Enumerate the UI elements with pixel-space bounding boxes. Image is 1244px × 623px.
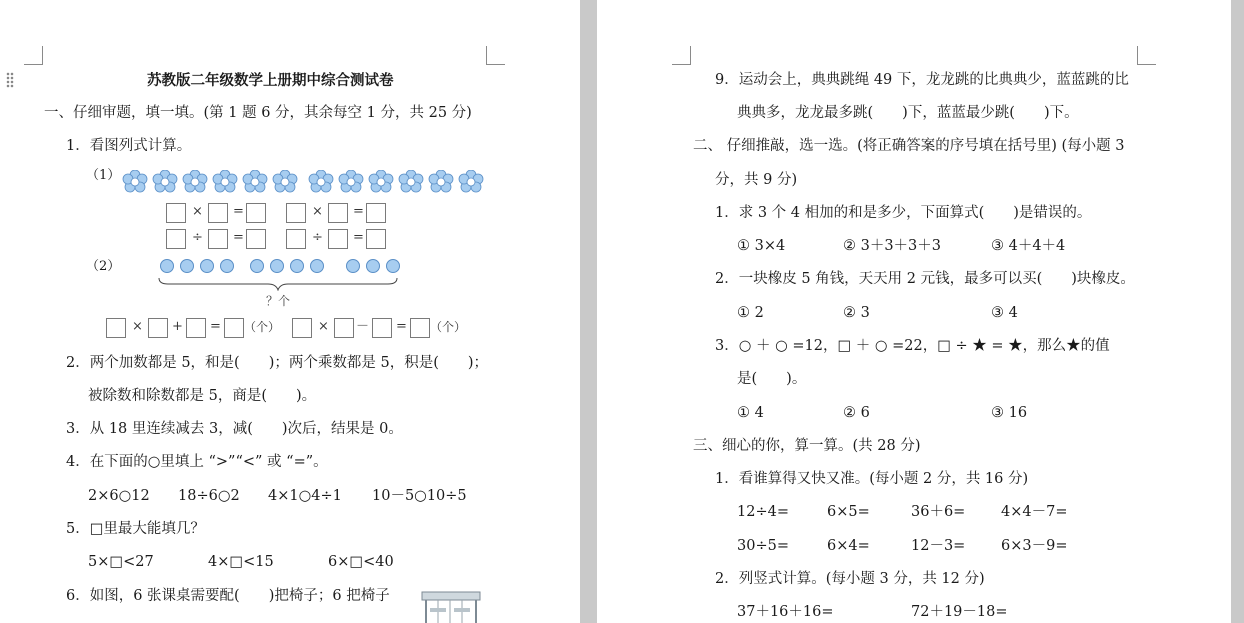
q1-part1-label: （1） bbox=[86, 168, 121, 183]
q1-part2-label: （2） bbox=[86, 259, 121, 274]
q5-item: 4×□<15 bbox=[208, 554, 274, 570]
margin-corner-tr bbox=[486, 46, 505, 65]
equals-sign: = bbox=[353, 230, 364, 245]
circle-dot-icon bbox=[346, 259, 360, 273]
answer-box[interactable] bbox=[372, 318, 392, 338]
answer-box[interactable] bbox=[186, 318, 206, 338]
s2q3-option: ② 6 bbox=[843, 405, 870, 421]
flower-icon bbox=[122, 170, 148, 194]
answer-box[interactable] bbox=[166, 229, 186, 249]
flower-icon bbox=[212, 170, 238, 194]
s2-question-3-line2: 是( )。 bbox=[737, 371, 807, 387]
question-2-line2: 被除数和除数都是 5，商是( )。 bbox=[88, 388, 317, 404]
question-6: 6．如图，6 张课桌需要配( )把椅子；6 把椅子 bbox=[66, 588, 390, 604]
desk-chair-image bbox=[420, 586, 484, 623]
answer-box[interactable] bbox=[292, 318, 312, 338]
section-3-heading: 三、细心的你，算一算。(共 28 分) bbox=[693, 438, 921, 454]
times-sign: × bbox=[318, 319, 329, 334]
s3q1-item: 6×4= bbox=[827, 538, 870, 554]
times-sign: × bbox=[192, 204, 203, 219]
curly-brace-icon bbox=[158, 277, 398, 291]
flower-icon bbox=[398, 170, 424, 194]
section-2-heading-line2: 分，共 9 分) bbox=[715, 172, 798, 188]
s3q1-item: 6×5= bbox=[827, 504, 870, 520]
s3q1-item: 6×3－9= bbox=[1001, 538, 1068, 554]
margin-corner-tl bbox=[672, 46, 691, 65]
circle-dot-icon bbox=[220, 259, 234, 273]
circle-dot-icon bbox=[180, 259, 194, 273]
divide-sign: ÷ bbox=[312, 230, 323, 245]
flower-icon bbox=[152, 170, 178, 194]
equals-sign: = bbox=[233, 230, 244, 245]
equals-sign: = bbox=[396, 319, 407, 334]
s2q1-option: ① 3×4 bbox=[737, 238, 786, 254]
flower-icon bbox=[272, 170, 298, 194]
s2q1-option: ② 3＋3＋3＋3 bbox=[843, 238, 942, 254]
answer-box[interactable] bbox=[334, 318, 354, 338]
divide-sign: ÷ bbox=[192, 230, 203, 245]
q4-item: 18÷6○2 bbox=[178, 488, 240, 504]
flower-icon bbox=[368, 170, 394, 194]
circle-dot-icon bbox=[366, 259, 380, 273]
answer-box[interactable] bbox=[246, 229, 266, 249]
section-2-heading-line1: 二、 仔细推敲，选一选。(将正确答案的序号填在括号里) (每小题 3 bbox=[693, 138, 1125, 154]
margin-corner-tl bbox=[24, 46, 43, 65]
s2q1-option: ③ 4＋4＋4 bbox=[991, 238, 1066, 254]
s3q1-item: 12÷4= bbox=[737, 504, 789, 520]
answer-box[interactable] bbox=[286, 203, 306, 223]
question-3: 3．从 18 里连续减去 3，减( )次后，结果是 0。 bbox=[66, 421, 403, 437]
s3q2-item: 72＋19－18= bbox=[911, 604, 1008, 620]
s2q2-option: ③ 4 bbox=[991, 305, 1018, 321]
s3q1-item: 12－3= bbox=[911, 538, 966, 554]
s2-question-2: 2．一块橡皮 5 角钱，天天用 2 元钱，最多可以买( )块橡皮。 bbox=[715, 271, 1135, 287]
drag-handle-icon[interactable] bbox=[6, 72, 14, 88]
answer-box[interactable] bbox=[106, 318, 126, 338]
q5-item: 6×□<40 bbox=[328, 554, 394, 570]
margin-corner-tr bbox=[1137, 46, 1156, 65]
answer-box[interactable] bbox=[366, 229, 386, 249]
times-sign: × bbox=[132, 319, 143, 334]
answer-box[interactable] bbox=[328, 203, 348, 223]
answer-box[interactable] bbox=[166, 203, 186, 223]
flower-icon bbox=[428, 170, 454, 194]
circle-dot-icon bbox=[386, 259, 400, 273]
question-5: 5．□里最大能填几？ bbox=[66, 521, 205, 537]
unit-label: （个） bbox=[244, 320, 281, 334]
answer-box[interactable] bbox=[148, 318, 168, 338]
right-page bbox=[597, 0, 1231, 623]
s3-question-2: 2．列竖式计算。(每小题 3 分，共 12 分) bbox=[715, 571, 985, 587]
minus-sign: － bbox=[356, 319, 370, 334]
s2-question-3-line1: 3．○ ＋ ○ =12，□ ＋ ○ =22，□ ÷ ★ = ★，那么★的值 bbox=[715, 338, 1110, 354]
answer-box[interactable] bbox=[224, 318, 244, 338]
circle-dot-icon bbox=[270, 259, 284, 273]
equals-sign: = bbox=[353, 204, 364, 219]
flower-icon bbox=[308, 170, 334, 194]
flower-icon bbox=[242, 170, 268, 194]
s3q1-item: 4×4－7= bbox=[1001, 504, 1068, 520]
s2q2-option: ① 2 bbox=[737, 305, 764, 321]
unit-label: （个） bbox=[430, 320, 467, 334]
s3-question-1: 1．看谁算得又快又准。(每小题 2 分，共 16 分) bbox=[715, 471, 1029, 487]
q5-item: 5×□<27 bbox=[88, 554, 154, 570]
answer-box[interactable] bbox=[366, 203, 386, 223]
question-9-line1: 9．运动会上，典典跳绳 49 下，龙龙跳的比典典少，蓝蓝跳的比 bbox=[715, 72, 1129, 88]
question-4: 4．在下面的○里填上 “>”“<” 或 “=”。 bbox=[66, 454, 328, 470]
answer-box[interactable] bbox=[208, 203, 228, 223]
equals-sign: = bbox=[233, 204, 244, 219]
left-page bbox=[0, 0, 580, 623]
plus-sign: + bbox=[172, 319, 183, 334]
answer-box[interactable] bbox=[286, 229, 306, 249]
question-1: 1．看图列式计算。 bbox=[66, 138, 192, 154]
equals-sign: = bbox=[210, 319, 221, 334]
s2q3-option: ① 4 bbox=[737, 405, 764, 421]
flower-icon bbox=[338, 170, 364, 194]
circle-dot-icon bbox=[250, 259, 264, 273]
s2q2-option: ② 3 bbox=[843, 305, 870, 321]
q4-item: 4×1○4÷1 bbox=[268, 488, 342, 504]
s2-question-1: 1．求 3 个 4 相加的和是多少，下面算式( )是错误的。 bbox=[715, 205, 1092, 221]
s2q3-option: ③ 16 bbox=[991, 405, 1028, 421]
s3q2-item: 37＋16＋16= bbox=[737, 604, 834, 620]
s3q1-item: 36＋6= bbox=[911, 504, 966, 520]
flower-icon bbox=[182, 170, 208, 194]
section-1-heading: 一、仔细审题，填一填。(第 1 题 6 分，其余每空 1 分，共 25 分) bbox=[44, 105, 472, 121]
circle-dot-icon bbox=[290, 259, 304, 273]
circle-dot-icon bbox=[310, 259, 324, 273]
answer-box[interactable] bbox=[328, 229, 348, 249]
answer-box[interactable] bbox=[208, 229, 228, 249]
circle-dot-icon bbox=[200, 259, 214, 273]
answer-box[interactable] bbox=[246, 203, 266, 223]
question-2-line1: 2．两个加数都是 5，和是( )；两个乘数都是 5，积是( )； bbox=[66, 355, 489, 371]
q4-item: 2×6○12 bbox=[88, 488, 150, 504]
s3q1-item: 30÷5= bbox=[737, 538, 789, 554]
answer-box[interactable] bbox=[410, 318, 430, 338]
q4-item: 10－5○10÷5 bbox=[372, 488, 467, 504]
flower-icon bbox=[458, 170, 484, 194]
page-title: 苏教版二年级数学上册期中综合测试卷 bbox=[147, 72, 394, 89]
times-sign: × bbox=[312, 204, 323, 219]
question-9-line2: 典典多，龙龙最多跳( )下，蓝蓝最少跳( )下。 bbox=[737, 105, 1079, 121]
circle-dot-icon bbox=[160, 259, 174, 273]
brace-label: ？个 bbox=[266, 294, 291, 308]
